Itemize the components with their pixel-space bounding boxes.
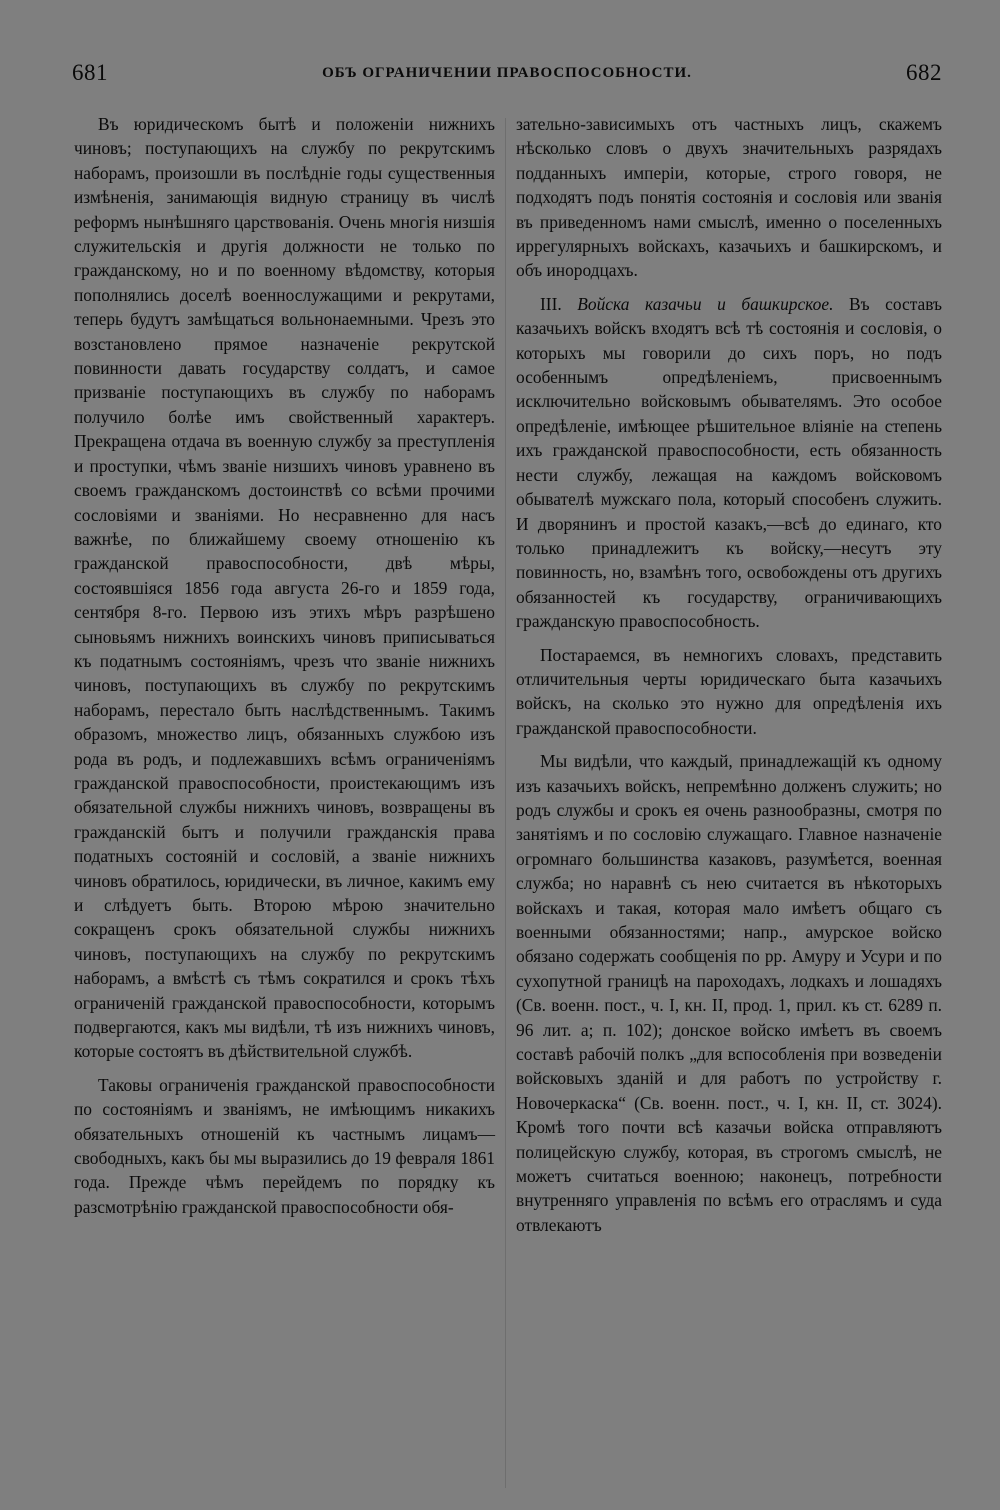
right-paragraph-2 [516, 292, 942, 634]
right-paragraph-4: Мы видѣли, что каждый, принадлежащій къ одному изъ казачьихъ войскъ, непремѣнно долженъ служить; но родъ службы и срокъ ея очень разнообразны, смотря по занятіямъ и по сословію служащаго. Главное назначеніе огромнаго большинства казаковъ, разумѣется, военная служба; но наравнѣ съ нею считается въ нѣкоторыхъ войскахъ и такая, которая мало имѣетъ общаго съ военными обязанностями; напр., амурское войско обязано содержать сообщенія по рр. Амуру и Усури и по сухопутной границѣ на пароходахъ, лодкахъ и лошадяхъ (Св. военн. пост., ч. I, кн. II, прод. 1, прил. къ ст. 6289 п. 96 лит. а; п. 102); донское войско имѣетъ въ своемъ составѣ рабочій полкъ „для вспособленія при возведеніи войсковыхъ зданій и для работъ по устройству г. Новочеркаска“ (Св. военн. пост., ч. I, кн. II, ст. 3024). Кромѣ того почти всѣ казачьи войска отправляютъ полицейскую службу, которая, въ строгомъ смыслѣ, не можетъ считаться военною; наконецъ, потребности внутренняго управленія по всѣмъ его отраслямъ и суда отвлекаютъ [516, 751, 942, 1235]
left-column [74, 112, 495, 1219]
section-text: Въ составъ казачьихъ войскъ входятъ всѣ тѣ состоянія и сословія, о которыхъ мы говорили до сихъ поръ, но подъ особеннымъ опредѣленіемъ, присвоеннымъ исключительно войсковымъ обывателямъ. Это особое опредѣленіе, имѣющее рѣшительное вліяніе на степень ихъ гражданской правоспособности, есть обязанность нести службу, лежащая на каждомъ войсковомъ обывателѣ мужскаго пола, который способенъ служить. И дворянинъ и простой казакъ,—всѣ до единаго, кто только принадлежитъ къ войску,—несутъ эту повинность, но, взамѣнъ того, освобождены отъ другихъ обязанностей къ государству, ограничивающихъ гражданскую правоспособность. [516, 293, 943, 632]
right-paragraph-3: Постараемся, въ немногихъ словахъ, представить отличительныя черты юридическаго быта казачьихъ войскъ, на сколько это нужно для опредѣленія ихъ гражданской правоспособности. [516, 644, 942, 738]
left-paragraph-2: Таковы ограниченія гражданской правоспособности по состояніямъ и званіямъ, не имѣющимъ никакихъ обязательныхъ отношеній къ частнымъ лицамъ—свободныхъ, какъ бы мы выразились до 19 февраля 1861 года. Прежде чѣмъ перейдемъ по порядку къ разсмотрѣнію гражданской правоспособности обя- [74, 1074, 495, 1217]
page-header [72, 60, 942, 94]
section-heading: Войска казачьи и башкирское. [577, 293, 834, 314]
right-paragraph-1: зательно-зависимыхъ отъ частныхъ лицъ, скажемъ нѣсколько словъ о двухъ значительныхъ разрядахъ подданныхъ имперіи, которые, строго говоря, не подходятъ подъ понятія состоянія и сословія или званія въ приведенномъ нами смыслѣ, именно о поселенныхъ иррегулярныхъ войскахъ, казачьихъ и башкирскомъ, и объ инородцахъ. [516, 114, 942, 281]
running-title: ОБЪ ОГРАНИЧЕНИИ ПРАВОСПОСОБНОСТИ. [322, 65, 692, 81]
column-divider [505, 118, 506, 1488]
left-paragraph-1: Въ юридическомъ бытѣ и положеніи нижнихъ чиновъ; поступающихъ на службу по рекрутскимъ наборамъ, произошли въ послѣдніе годы существенныя измѣненія, занимающія видную страницу въ числѣ реформъ нынѣшняго царствованія. Очень многія низшія служительскія и другія должности не только по гражданскому, но и по военному вѣдомству, которыя пополнялись доселѣ военнослужащими и рекрутами, теперь будутъ замѣщаться вольнонаемными. Чрезъ это возстановлено прямое назначеніе рекрутской повинности давать государству солдатъ, и самое призваніе поступающихъ въ службу по наборамъ получило болѣе имъ свойственный характеръ. Прекращена отдача въ военную службу за преступленія и проступки, чѣмъ званіе низшихъ чиновъ уравнено въ своемъ гражданскомъ достоинствѣ со всѣми прочими сословіями и званіями. Но несравненно для насъ важнѣе, по ближайшему своему отношенію къ гражданской правоспособности, двѣ мѣры, состоявшіяся 1856 года августа 26-го и 1859 года, сентября 8-го. Первою изъ этихъ мѣръ разрѣшено сыновьямъ нижнихъ воинскихъ чиновъ приписываться къ податнымъ состояніямъ, чрезъ что званіе нижнихъ чиновъ, поступающихъ въ службу по рекрутскимъ наборамъ, перестало быть наслѣдственнымъ. Такимъ образомъ, множество лицъ, обязанныхъ службою изъ рода въ родъ, и подлежавшихъ всѣмъ ограниченіямъ гражданской правоспособности, проистекающимъ изъ обязательной службы нижнихъ чиновъ, возвращены въ гражданскій бытъ и получили гражданскія права податныхъ состояній и сословій, а званіе нижнихъ чиновъ обратилось, юридически, въ личное, какимъ ему и слѣдуетъ быть. Второю мѣрою значительно сокращенъ срокъ обязательной службы нижнихъ чиновъ, поступающихъ на службу по рекрутскимъ наборамъ, а вмѣстѣ съ тѣмъ сократился и срокъ тѣхъ ограниченій гражданской правоспособности, которымъ подвергаются, какъ мы видѣли, тѣ изъ нижнихъ чиновъ, которые состоятъ въ дѣйствительной службѣ. [74, 114, 495, 1062]
right-column [516, 112, 942, 1237]
left-page-number: 681 [72, 60, 108, 85]
right-page-number: 682 [906, 60, 942, 85]
section-number: III. [540, 293, 578, 314]
